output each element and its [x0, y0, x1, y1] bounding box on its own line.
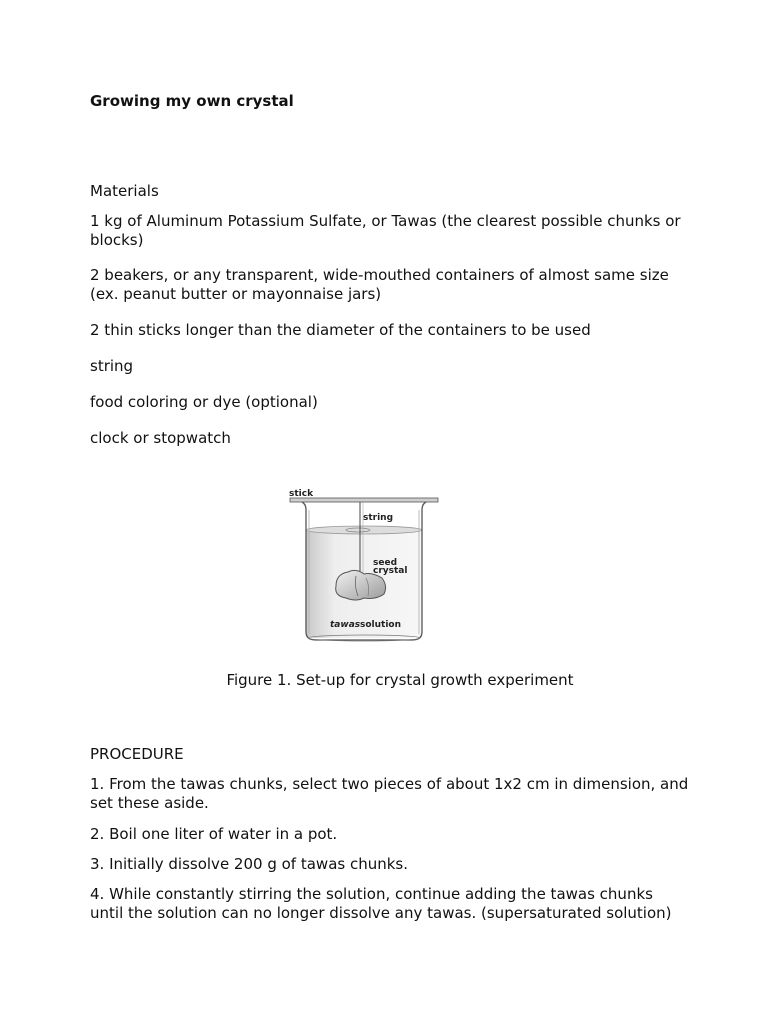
- label-stick: stick: [289, 489, 314, 499]
- materials-item: 1 kg of Aluminum Potassium Sulfate, or Tawas (the clearest possible chunks or blocks): [90, 212, 681, 249]
- liquid-surface: [306, 526, 422, 534]
- procedure-heading: PROCEDURE: [90, 745, 184, 763]
- beaker-figure: [286, 486, 442, 646]
- label-solution: solution: [360, 620, 402, 630]
- procedure-step: 2. Boil one liter of water in a pot.: [90, 825, 338, 843]
- page-title: Growing my own crystal: [90, 92, 294, 110]
- materials-item: clock or stopwatch: [90, 429, 231, 447]
- procedure-step: 1. From the tawas chunks, select two pieces of about 1x2 cm in dimension, and set these aside.: [90, 775, 689, 812]
- materials-item: 2 thin sticks longer than the diameter of the containers to be used: [90, 321, 591, 339]
- procedure-step: 3. Initially dissolve 200 g of tawas chunks.: [90, 855, 409, 873]
- procedure-step: 4. While constantly stirring the solution, continue adding the tawas chunks until the solution can no longer dissolve any tawas. (supersaturated solution): [90, 885, 672, 922]
- beaker-illustration: [286, 486, 442, 646]
- materials-item: food coloring or dye (optional): [90, 393, 318, 411]
- figure-caption: Figure 1. Set-up for crystal growth experiment: [226, 671, 574, 689]
- materials-item: string: [90, 357, 134, 375]
- label-crystal: crystal: [373, 566, 408, 576]
- materials-heading: Materials: [90, 182, 159, 200]
- label-tawas: tawas: [330, 620, 361, 630]
- materials-item: 2 beakers, or any transparent, wide-mouthed containers of almost same size (ex. peanut butter or mayonnaise jars): [90, 266, 669, 303]
- label-seed: seed: [373, 558, 398, 568]
- label-string: string: [363, 513, 394, 523]
